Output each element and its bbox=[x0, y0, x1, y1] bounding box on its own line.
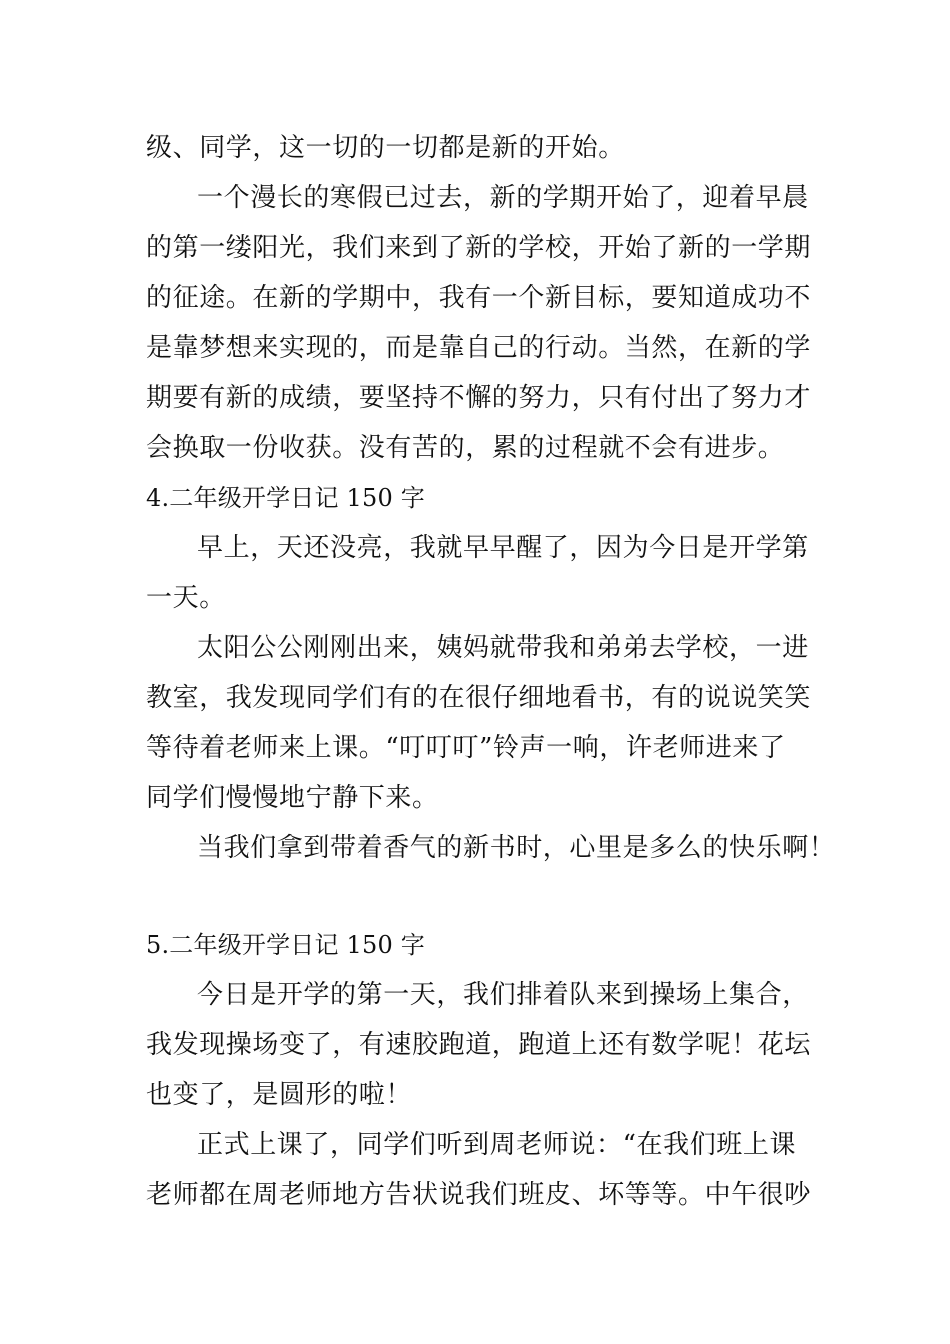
paragraph-start-line: 正式上课了，同学们听到周老师说：“在我们班上课 bbox=[197, 1130, 797, 1160]
paragraph-start-line: 当我们拿到带着香气的新书时，心里是多么的快乐啊！ bbox=[197, 833, 836, 863]
body-line: 我发现操场变了，有速胶跑道，跑道上还有数学呢！花坛 bbox=[146, 1030, 812, 1060]
body-line: 会换取一份收获。没有苦的，累的过程就不会有进步。 bbox=[146, 433, 785, 463]
body-line: 也变了，是圆形的啦！ bbox=[146, 1080, 413, 1110]
body-line: 老师都在周老师地方告状说我们班皮、坏等等。中午很吵 bbox=[146, 1180, 812, 1210]
body-line: 的征途。在新的学期中，我有一个新目标，要知道成功不 bbox=[146, 283, 812, 313]
paragraph-start-line: 今日是开学的第一天，我们排着队来到操场上集合， bbox=[197, 980, 809, 1010]
body-line: 一天。 bbox=[146, 583, 226, 613]
body-line: 同学们慢慢地宁静下来。 bbox=[146, 783, 439, 813]
paragraph-start-line: 早上，天还没亮，我就早早醒了，因为今日是开学第 bbox=[197, 533, 809, 563]
body-line: 的第一缕阳光，我们来到了新的学校，开始了新的一学期 bbox=[146, 233, 812, 263]
body-line: 期要有新的成绩，要坚持不懈的努力，只有付出了努力才 bbox=[146, 383, 812, 413]
paragraph-start-line: 太阳公公刚刚出来，姨妈就带我和弟弟去学校，一进 bbox=[197, 633, 809, 663]
body-line: 教室，我发现同学们有的在很仔细地看书，有的说说笑笑 bbox=[146, 683, 812, 713]
section-heading-5: 5.二年级开学日记 150 字 bbox=[146, 931, 425, 959]
body-line: 等待着老师来上课。“叮叮叮”铃声一响，许老师进来了 bbox=[146, 733, 786, 763]
section-heading-4: 4.二年级开学日记 150 字 bbox=[146, 484, 425, 512]
body-line: 级、同学，这一切的一切都是新的开始。 bbox=[146, 133, 625, 163]
paragraph-start-line: 一个漫长的寒假已过去，新的学期开始了，迎着早晨 bbox=[197, 183, 809, 213]
body-line: 是靠梦想来实现的，而是靠自己的行动。当然，在新的学 bbox=[146, 333, 812, 363]
